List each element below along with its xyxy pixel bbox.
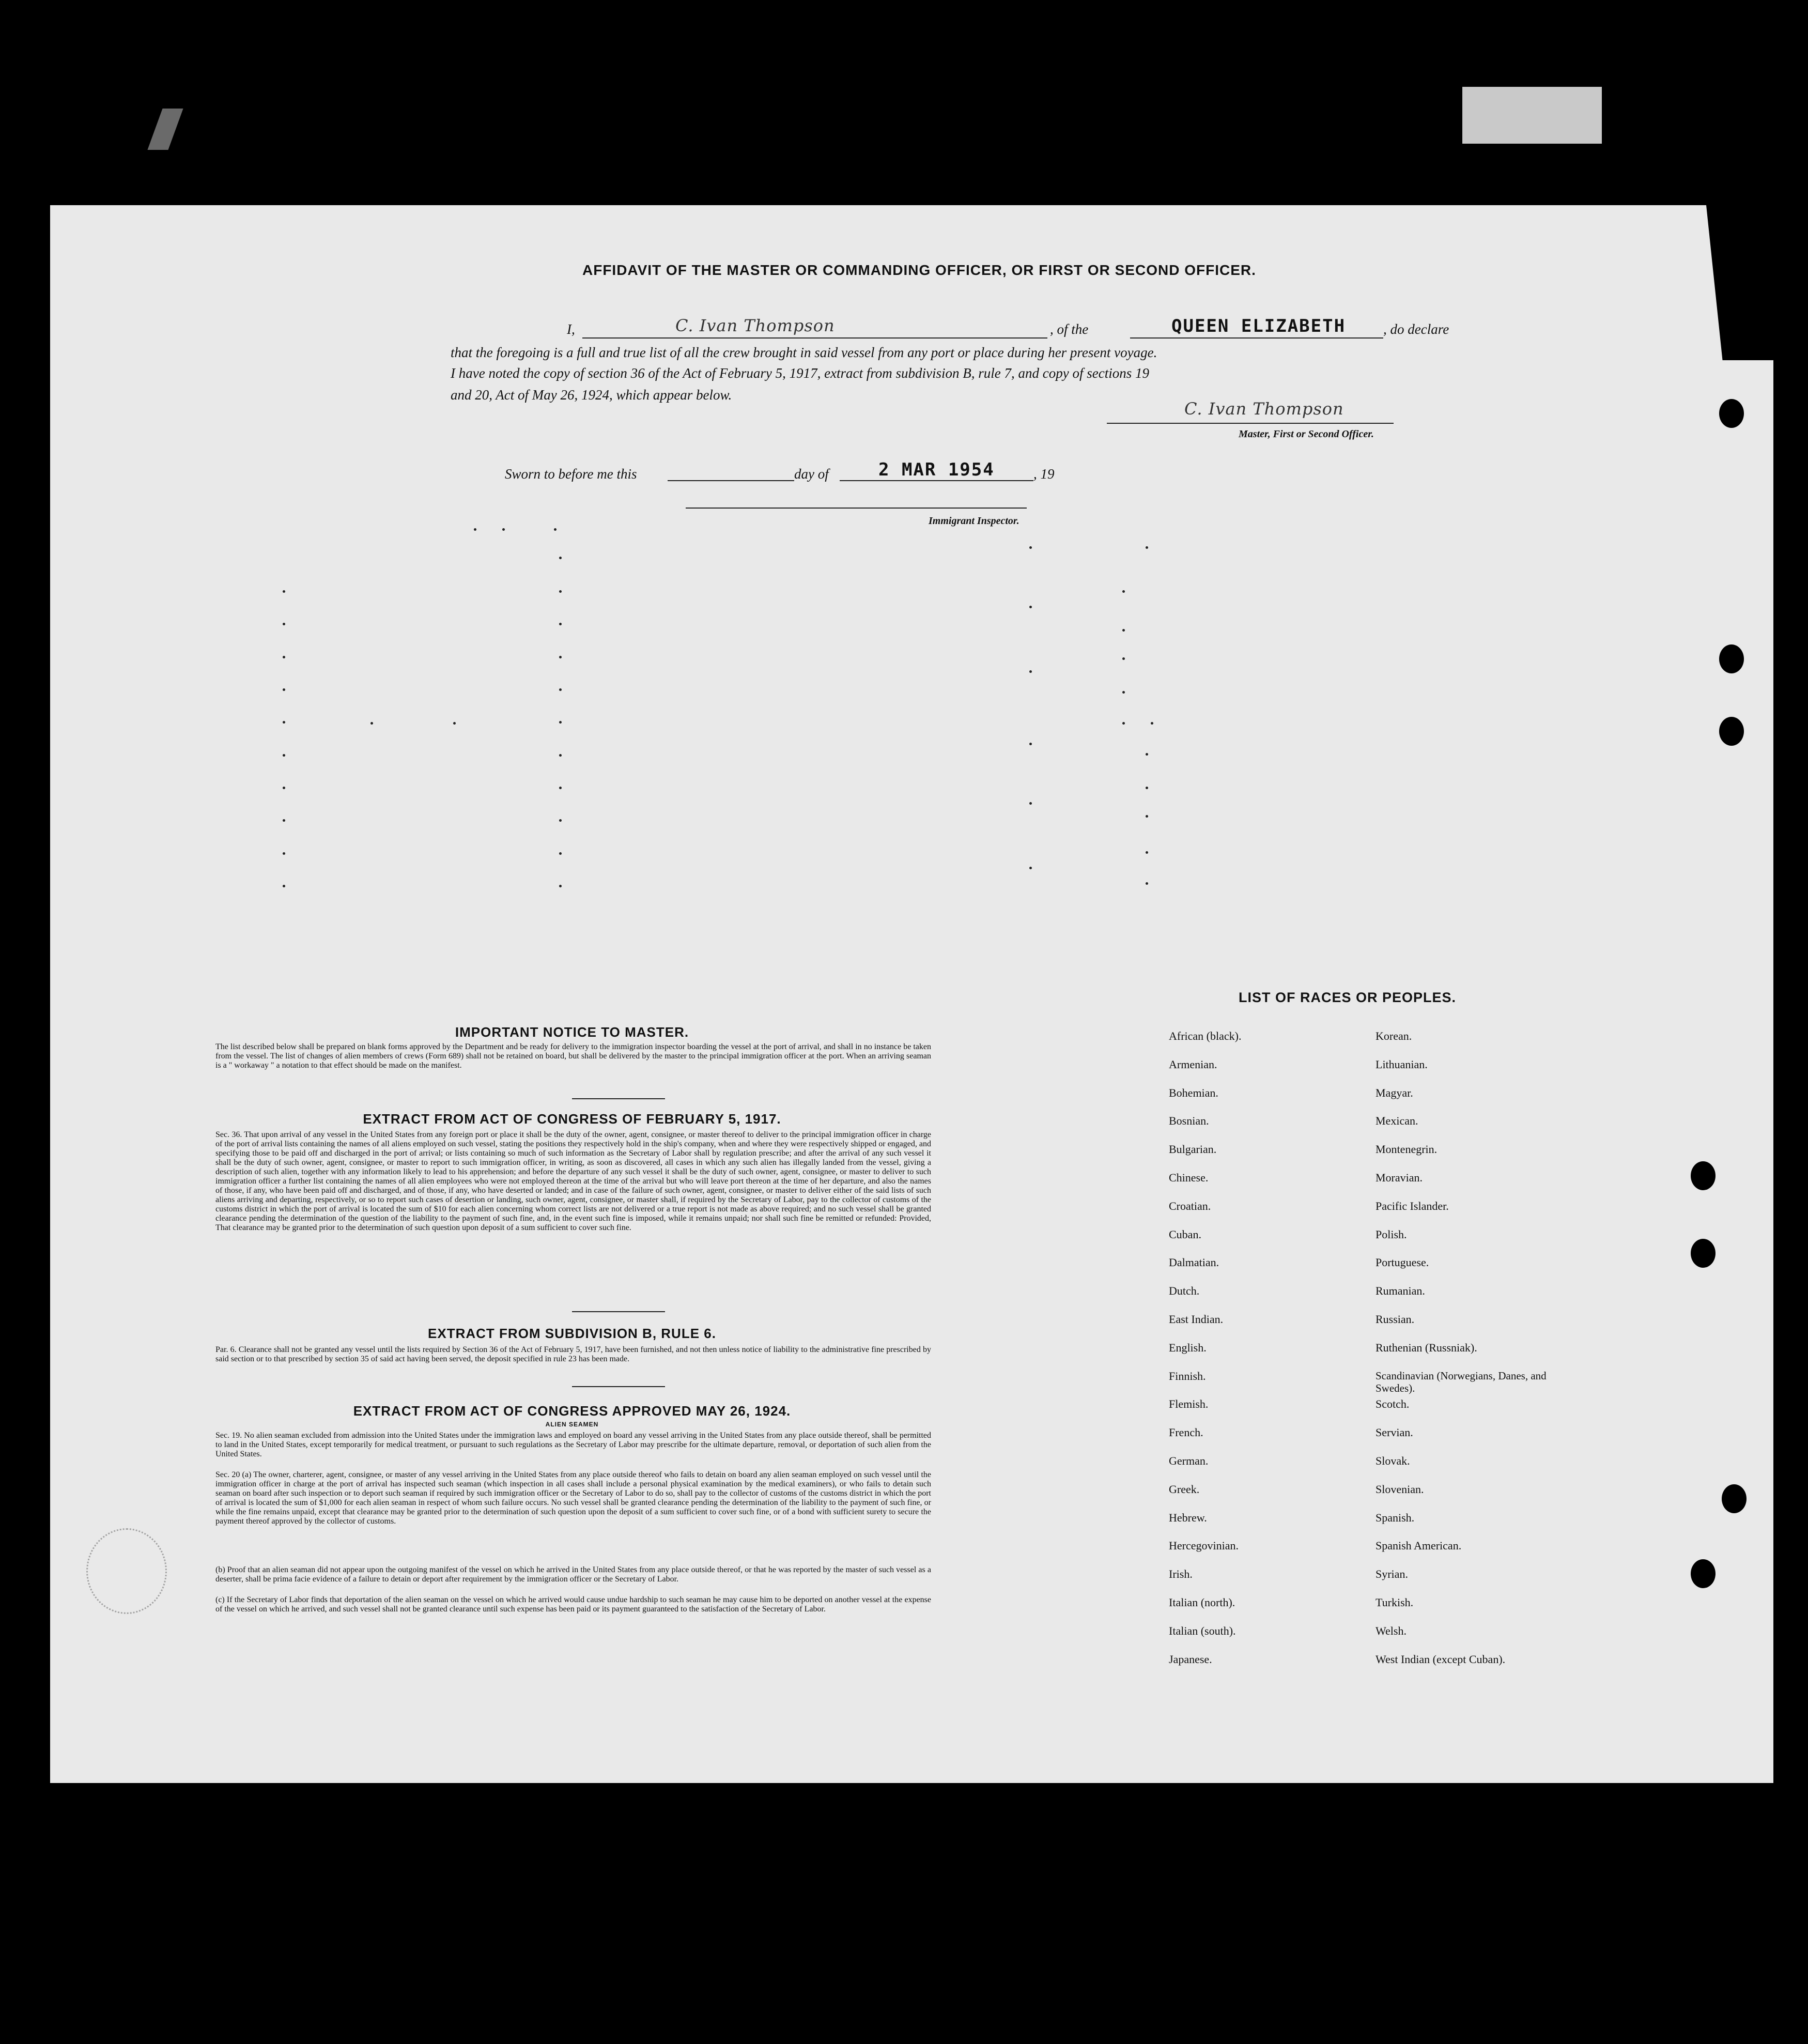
race-item: Moravian. (1376, 1171, 1423, 1184)
affidavit-line1-prefix: I, (567, 321, 575, 337)
punch-hole-icon (1719, 717, 1744, 746)
race-item: East Indian. (1169, 1312, 1224, 1326)
race-item: Spanish. (1376, 1511, 1415, 1524)
extract-1917-title: EXTRACT FROM ACT OF CONGRESS OF FEBRUARY 5, 1917. (363, 1111, 781, 1127)
extract-1917-text: Sec. 36. That upon arrival of any vessel in the United States from any foreign port or place it shall be the duty of the owner, agent, consignee, or master thereof to deliver to the principal immigration officer in charge of the port of arrival lists containing the names of all aliens employed on such vessel, stating the positions they respectively hold in the ship's company, when and where they were respectively shipped or engaged, and specifying those to be paid off and discharged in the port of arrival; or lists containing so much of such information as the Secretary of Labor shall by regulation prescribe; and after the arrival of any such vessel it shall be the duty of such owner, agent, consignee, or master to report to such immigration officer, in writing, as soon as discovered, all cases in which any such alien has illegally landed from the vessel, giving a description of such alien, together with any information likely to lead to his apprehension; and before the departure of any such vessel it shall be the duty of such owner, agent, consignee, or master to deliver to such immigration officer a further list containing the names of all alien employees who were not employed thereon at the time of the arrival but who will leave port thereon at the time of her departure, and also the names of those, if any, who have been paid off and discharged, and of those, if any, who have deserted or landed; and in case of the failure of such owner, agent, consignee, or master to deliver either of the said lists of such aliens arriving and departing, respectively, or so to report such cases of desertion or landing, such owner, agent, consignee, or master shall, if required by the Secretary of Labor, pay to the collector of customs of the customs district in which the port of arrival is located the sum of $10 for each alien concerning whom correct lists are not delivered or a true report is not made as above required; and no such vessel shall be granted clearance pending the determination of the question of the liability to the payment of such fine, and, in the event such fine is imposed, while it remains unpaid; nor shall such fine be remitted or refunded: Provided, That clearance may be granted prior to the determination of such question upon deposit of a sum sufficient to cover such fine. (215, 1130, 931, 1232)
races-left-column (1169, 1029, 1241, 1681)
extract-1924-sec19: Sec. 19. No alien seaman excluded from admission into the United States under the immigration laws and employed on board any vessel arriving in the United States from any place outside thereof, shall be permitted to land in the United States, except temporarily for medical treatment, or pursuant to such regulations as the Secretary of Labor may prescribe for the ultimate departure, removal, or deportation of such alien from the United States. (215, 1431, 931, 1458)
extract-1924-sec20c: (c) If the Secretary of Labor finds that deportation of the alien seaman on the vessel on which he arrived would cause undue hardship to such seaman he may cause him to be deported on another vessel at the expense of the vessel on which he arrived, and such vessel shall not be granted clearance until such expense has been paid or its payment guaranteed to the satisfaction of the Secretary of Labor. (215, 1595, 931, 1613)
race-item: Chinese. (1169, 1171, 1209, 1184)
race-item: Pacific Islander. (1376, 1199, 1449, 1212)
race-item: Servian. (1376, 1426, 1413, 1439)
extract-rule6-text: Par. 6. Clearance shall not be granted any vessel until the lists required by Section 36 of the Act of February 5, 1917, have been furnished, and not then unless notice of liability to the administrative fine prescribed by said section or to that prescribed by section 35 of said act having been served, the deposit specified in rule 23 has been made. (215, 1345, 931, 1363)
race-item: Slovak. (1376, 1454, 1410, 1467)
race-item: Scandinavian (Norwegians, Danes, and Swedes). (1376, 1369, 1547, 1394)
race-item: Hebrew. (1169, 1511, 1207, 1524)
race-item: Lithuanian. (1376, 1057, 1428, 1071)
embossed-seal-icon (86, 1528, 167, 1614)
inspector-label: Immigrant Inspector. (929, 515, 1019, 527)
officer-signature: C. Ivan Thompson (675, 316, 835, 335)
sworn-prefix: Sworn to before me this (505, 466, 637, 482)
extract-1924-title: EXTRACT FROM ACT OF CONGRESS APPROVED MAY 26, 1924. (353, 1403, 791, 1419)
race-item: Magyar. (1376, 1086, 1413, 1099)
master-signature-field (1107, 399, 1394, 424)
race-item: Portuguese. (1376, 1256, 1429, 1269)
race-item: Bosnian. (1169, 1114, 1209, 1128)
race-item: Polish. (1376, 1227, 1407, 1241)
race-item: Croatian. (1169, 1199, 1211, 1212)
race-item: Greek. (1169, 1482, 1200, 1496)
notice-text: The list described below shall be prepared on blank forms approved by the Department and be ready for delivery to the immigration inspector boarding the vessel at the port of arrival, and shall in no instance be taken from the vessel. The list of changes of alien members of crews (Form 689) shall not be retained on board, but shall be delivered by the master to the principal immigration officer at the port. When an arriving seaman is a " workaway " a notation to that effect should be made on the manifest. (215, 1042, 931, 1070)
sworn-date-field (840, 459, 1033, 481)
race-item: Korean. (1376, 1029, 1412, 1042)
punch-hole-icon (1719, 399, 1744, 428)
race-item: Rumanian. (1376, 1284, 1425, 1298)
race-item: Dutch. (1169, 1284, 1200, 1298)
do-declare-text: , do declare (1383, 321, 1449, 337)
extract-1924-subtitle: ALIEN SEAMEN (545, 1421, 599, 1428)
race-item: Finnish. (1169, 1369, 1206, 1382)
day-of-text: day of (794, 466, 829, 482)
vessel-name: QUEEN ELIZABETH (1171, 316, 1346, 336)
punch-hole-icon (1719, 644, 1744, 673)
master-label: Master, First or Second Officer. (1239, 428, 1374, 440)
extract-1924-sec20a: Sec. 20 (a) The owner, charterer, agent, consignee, or master of any vessel arriving in the United States from any place outside thereof who fails to detain on board any alien seaman employed on such vessel until the immigration officer in charge at the port of arrival has inspected such seaman (which inspection in all cases shall include a personal physical examination by the medical examiners), or who fails to detain such seaman on board after such inspection or to deport such seaman if required by such immigration officer or the Secretary of Labor to do so, shall pay to the collector of customs of the customs district in which the port of arrival is located the sum of $1,000 for each alien seaman in respect of whom such failure occurs. No such vessel shall be granted clearance pending the determination of the liability to the payment of such fine, or while the fine remains unpaid, except that clearance may be granted prior to the determination of such question upon the deposit of a sum sufficient to cover such fine, or of a bond with sufficient surety to secure the payment thereof approved by the collector of customs. (215, 1470, 931, 1526)
extract-rule6-title: EXTRACT FROM SUBDIVISION B, RULE 6. (428, 1326, 716, 1341)
affidavit-line4: and 20, Act of May 26, 1924, which appear below. (451, 387, 732, 403)
divider (572, 1098, 665, 1099)
race-item: Syrian. (1376, 1567, 1408, 1581)
race-item: Irish. (1169, 1567, 1193, 1581)
sworn-day-field (668, 464, 794, 481)
affidavit-line2: that the foregoing is a full and true list of all the crew brought in said vessel from any port or place during her present voyage. (451, 345, 1157, 360)
race-item: Mexican. (1376, 1114, 1418, 1128)
punch-hole-icon (1691, 1239, 1716, 1268)
divider (572, 1311, 665, 1312)
race-item: Bohemian. (1169, 1086, 1218, 1099)
race-item: African (black). (1169, 1029, 1242, 1042)
filing-tab (1462, 87, 1602, 144)
punch-hole-icon (1722, 1484, 1747, 1513)
race-item: Dalmatian. (1169, 1256, 1219, 1269)
race-item: West Indian (except Cuban). (1376, 1652, 1506, 1666)
race-item: French. (1169, 1426, 1203, 1439)
race-item: Welsh. (1376, 1624, 1407, 1637)
master-signature: C. Ivan Thompson (1184, 399, 1344, 419)
races-title: LIST OF RACES OR PEOPLES. (1239, 990, 1457, 1005)
inspector-signature-line (686, 508, 1027, 509)
affidavit-title: AFFIDAVIT OF THE MASTER OR COMMANDING OFFICER, OR FIRST OR SECOND OFFICER. (582, 262, 1256, 278)
race-item: Turkish. (1376, 1595, 1414, 1609)
race-item: Bulgarian. (1169, 1143, 1217, 1156)
manifest-sheet (50, 205, 1773, 1783)
race-item: Ruthenian (Russniak). (1376, 1341, 1477, 1354)
affidavit-line3: I have noted the copy of section 36 of the Act of February 5, 1917, extract from subdivision B, rule 7, and copy of sections 19 (451, 365, 1149, 381)
race-item: Flemish. (1169, 1397, 1209, 1411)
race-item: Italian (south). (1169, 1624, 1236, 1637)
year-prefix: , 19 (1033, 466, 1055, 482)
punch-hole-icon (1691, 1559, 1716, 1588)
extract-1924-sec20b: (b) Proof that an alien seaman did not appear upon the outgoing manifest of the vessel on which he arrived in the United States from any place outside thereof, or that he was reported by the master of such vessel as a deserter, shall be prima facie evidence of a failure to detain or deport after requirement by the immigration officer or the Secretary of Labor. (215, 1565, 931, 1584)
race-item: Spanish American. (1376, 1539, 1462, 1553)
race-item: Russian. (1376, 1312, 1415, 1326)
date-stamp: 2 MAR 1954 (878, 459, 995, 480)
race-item: Japanese. (1169, 1652, 1212, 1666)
notice-title: IMPORTANT NOTICE TO MASTER. (455, 1024, 689, 1040)
divider (572, 1386, 665, 1387)
of-the-text: , of the (1050, 321, 1089, 337)
races-right-column (1376, 1029, 1551, 1681)
race-item: Armenian. (1169, 1057, 1217, 1071)
officer-name-field (582, 316, 1047, 339)
race-item: Italian (north). (1169, 1595, 1235, 1609)
race-item: Cuban. (1169, 1227, 1201, 1241)
race-item: Hercegovinian. (1169, 1539, 1239, 1553)
race-item: English. (1169, 1341, 1207, 1354)
vessel-name-field (1130, 316, 1383, 339)
binding-edge (1706, 205, 1773, 360)
page-corner-shadow (147, 109, 183, 150)
race-item: German. (1169, 1454, 1209, 1467)
punch-hole-icon (1691, 1161, 1716, 1190)
race-item: Slovenian. (1376, 1482, 1424, 1496)
race-item: Scotch. (1376, 1397, 1410, 1411)
race-item: Montenegrin. (1376, 1143, 1438, 1156)
